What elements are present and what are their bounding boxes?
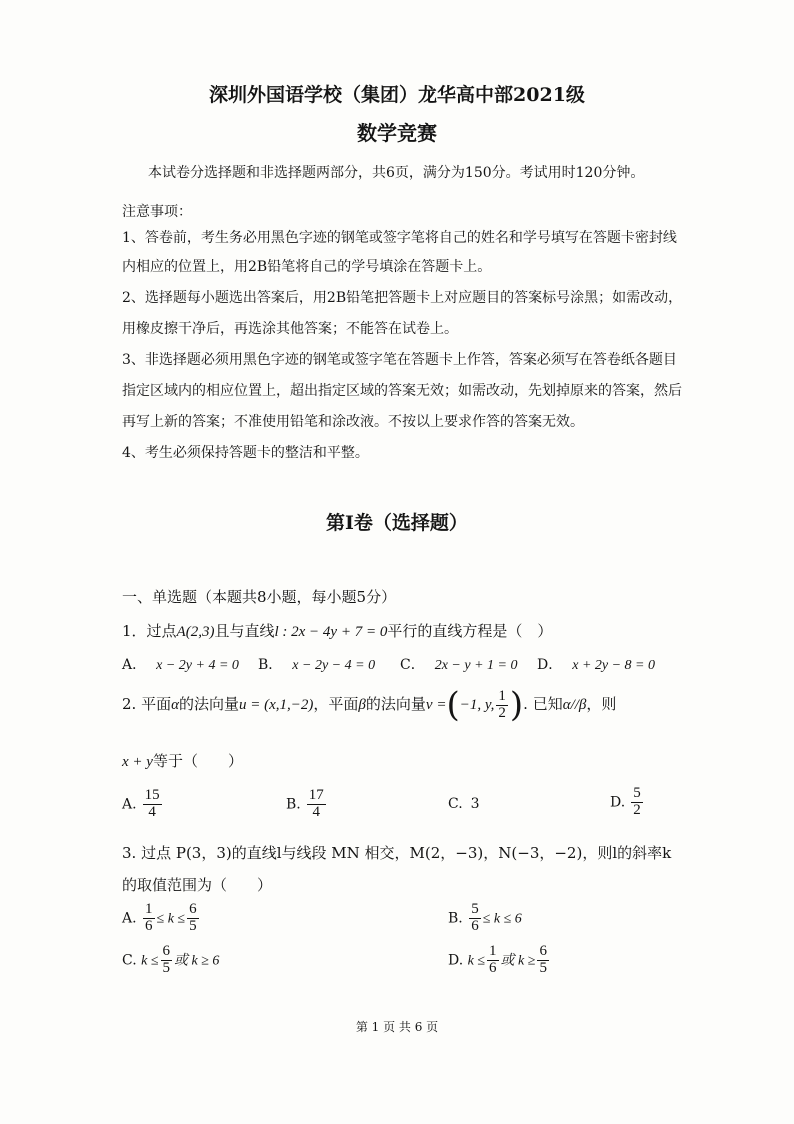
page-footer: 第 1 页 共 6 页 (355, 1020, 439, 1034)
notice-line: 3、非选择题必须用黑色字迹的钢笔或签字笔在答题卡上作答，答案必须写在答卷纸各题目 (122, 352, 677, 368)
q2-option-a: A. $\frac{15}{4}$ (122, 787, 160, 820)
notice-line: 2、选择题每小题选出答案后，用2B铅笔把答题卡上对应题目的答案标号涂黑；如需改动， (122, 290, 683, 306)
notice-line: 内相应的位置上，用2B铅笔将自己的学号填涂在答题卡上。 (122, 259, 492, 275)
notice-line: 再写上新的答案；不准使用铅笔和涂改液。不按以上要求作答的答案无效。 (122, 414, 584, 430)
q1-option-c: C． 2x − y + 1 = 0 (400, 657, 518, 673)
q1-option-a: A． x − 2y + 4 = 0 (122, 657, 239, 673)
school-title: 深圳外国语学校（集团）龙华高中部2021级 (209, 84, 585, 106)
question-3-stem: 3. 过点 P(3，3)的直线l与线段 MN 相交，M(2，−3)，N(−3，−2)，则l的斜率k (122, 844, 672, 862)
intro-text: 本试卷分选择题和非选择题两部分，共6页，满分为150分。考试用时120分钟。 (148, 165, 645, 181)
notice-line: 1、答卷前，考生务必用黑色字迹的钢笔或签字笔将自己的姓名和学号填写在答题卡密封线 (122, 230, 677, 246)
q2-option-b: B. $\frac{17}{4}$ (286, 787, 324, 820)
question-1-stem: 1．过点A(2,3)且与直线l : 2x − 4y + 7 = 0平行的直线方程是（ ） (122, 622, 553, 640)
q1-option-d: D． x + 2y − 8 = 0 (537, 657, 656, 673)
q3-option-d: D. k ≤ $\frac{1}{6}$ 或 k ≥ $\frac{6}{5}$ (448, 943, 547, 976)
question-2-stem: 2. 平面α的法向量u = (x,1,−2)，平面β的法向量v =(−1, y, $\frac{1}{2}$ ). 已知α//β，则 (122, 685, 617, 725)
q1-option-b: B． x − 2y − 4 = 0 (258, 657, 376, 673)
notice-line: 用橡皮擦干净后，再选涂其他答案；不能答在试卷上。 (122, 321, 458, 337)
notice-line: 4、考生必须保持答题卡的整洁和平整。 (122, 445, 369, 461)
q2-option-c: C. 3 (448, 796, 480, 812)
section-title: 一、单选题（本题共8小题，每小题5分） (122, 588, 397, 606)
q3-option-a: A. $\frac{1}{6}$ ≤ k ≤ $\frac{6}{5}$ (122, 901, 197, 934)
q2-option-d: D. $\frac{5}{2}$ (610, 785, 641, 818)
q3-option-b: B. $\frac{5}{6}$ ≤ k ≤ 6 (448, 901, 522, 934)
volume-title: 第I卷（选择题） (326, 512, 468, 534)
notice-line: 指定区域内的相应位置上，超出指定区域的答案无效；如需改动，先划掉原来的答案，然后 (122, 383, 682, 399)
question-2-line2: x + y等于（ ） (122, 752, 243, 770)
notice-title: 注意事项： (122, 204, 192, 220)
q3-option-c: C. k ≤ $\frac{6}{5}$ 或 k ≥ 6 (122, 943, 220, 976)
exam-subject: 数学竞赛 (357, 121, 437, 145)
question-3-line2: 的取值范围为（ ） (122, 876, 273, 894)
